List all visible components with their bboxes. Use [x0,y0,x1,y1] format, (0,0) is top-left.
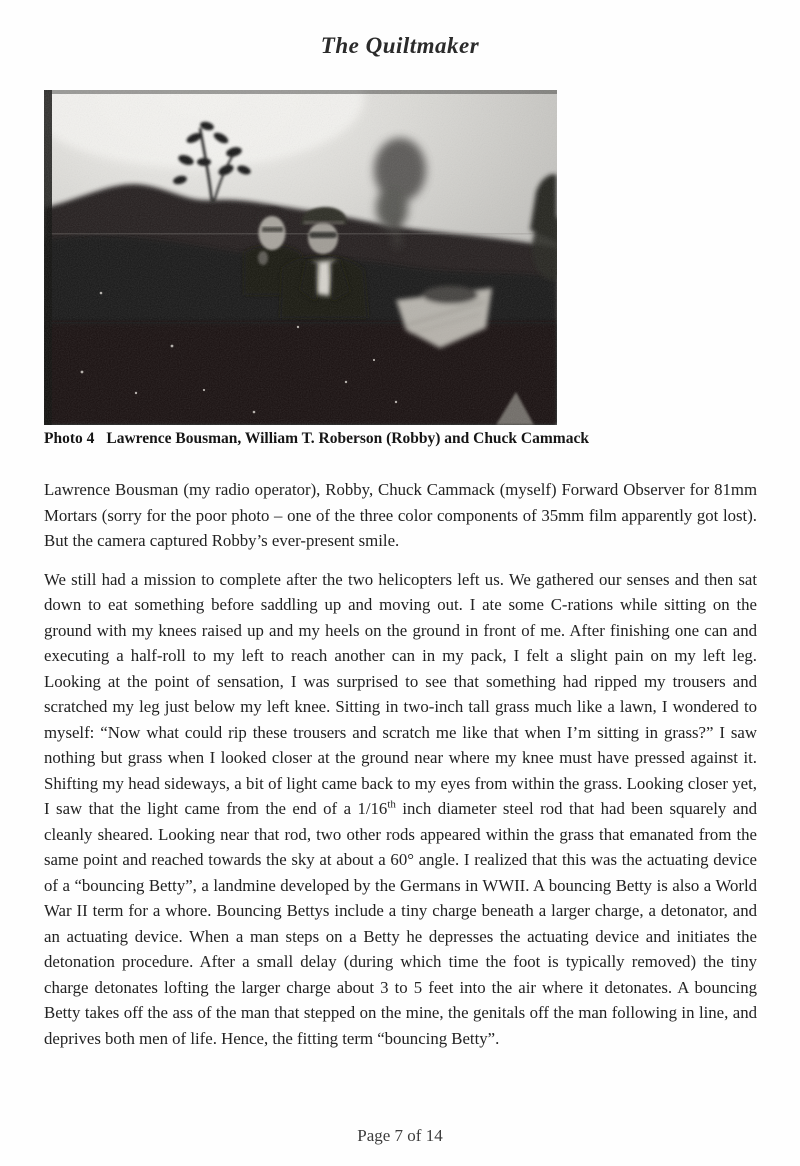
photo [44,90,557,425]
photo-caption-text: Lawrence Bousman, William T. Roberson (Robby) and Chuck Cammack [106,430,589,447]
paragraph-2-part-2: inch diameter steel rod that had been squarely and cleanly sheared. Looking near that rod, two other rods appeared within the grass that emanated from the same point and reached towards the sky at about a 60° angle. I realized that this was the actuating device of a “bouncing Betty”, a landmine developed by the Germans in WWII. A bouncing Betty is also a World War II term for a whore. Bouncing Bettys include a tiny charge beneath a larger charge, a detonator, and an actuating device. When a man steps on a Betty he depresses the actuating device and initiates the detonation procedure. After a small delay (during which time the foot is typically removed) the tiny charge detonates lofting the larger charge about 3 to 5 feet into the air where it detonates. A bouncing Betty takes off the ass of the man that stepped on the mine, the genitals off the man following in line, and deprives both men of life. Hence, the fitting term “bouncing Betty”. [44,799,758,1048]
ordinal-superscript: th [387,798,396,811]
body-paragraph-2 [44,567,757,1052]
photo-caption-label: Photo 4 [44,430,95,447]
paragraph-2-part-1: We still had a mission to complete after the two helicopters left us. We gathered our senses and then sat down to eat something before saddling up and moving out. I ate some C-rations while sitting on the ground with my knees raised up and my heels on the ground in front of me. After finishing one can and executing a half-roll to my left to reach another can in my pack, I felt a slight pain on my left leg. Looking at the point of sensation, I was surprised to see that something had ripped my trousers and scratched my leg just below my left knee. Sitting in two-inch tall grass much like a lawn, I wondered to myself: “Now what could rip these trousers and scratch me like that when I’m sitting in grass?” I saw nothing but grass when I looked closer at the ground near where my knee must have pressed against it. Shifting my head sideways, a bit of light came back to my eyes from within the grass. Looking closer yet, I saw that the light came from the end of a 1/16 [44,569,757,818]
page-title: The Quiltmaker [320,33,480,58]
photo-caption [44,430,757,448]
page-footer: Page 7 of 14 [357,1126,443,1145]
body-text [44,477,757,1064]
photo-illustration [44,90,557,425]
body-paragraph-1: Lawrence Bousman (my radio operator), Robby, Chuck Cammack (myself) Forward Observer for 81mm Mortars (sorry for the poor photo – one of the three color components of 35mm film apparently got lost). But the camera captured Robby’s ever-present smile. [44,480,757,550]
